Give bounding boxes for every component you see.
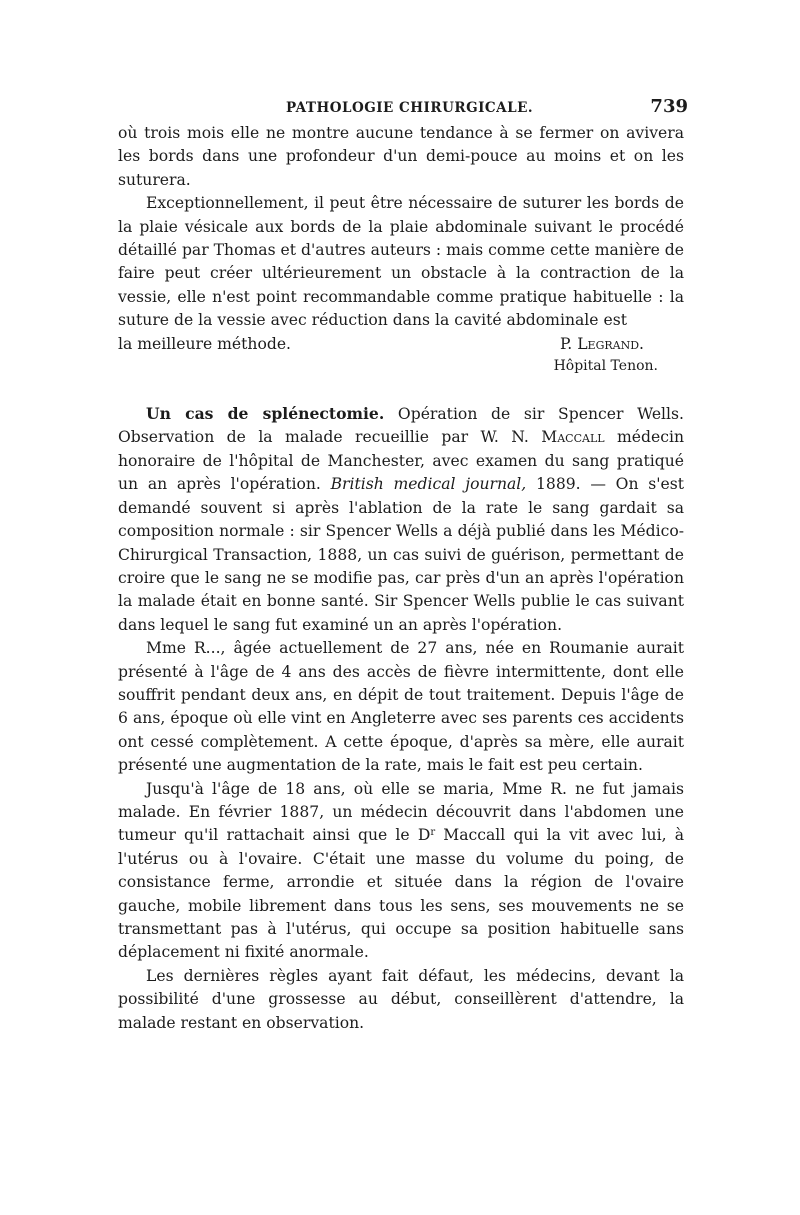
paragraph-text: Jusqu'à l'âge de 18 ans, où elle se maria, Mme R. ne fut jamais malade. En février 1887, un médecin découvrit dans l'abdomen une tumeur qu'il rattachait ainsi que le D xyxy=(118,779,684,845)
intro-text: Opération de sir Spencer Wells. Observation de la malade recueillie par W. N. xyxy=(118,405,684,447)
page-header xyxy=(118,96,688,122)
superscript: r xyxy=(430,827,436,839)
paragraph: Mme R..., âgée actuellement de 27 ans, née en Roumanie aurait présenté à l'âge de 4 ans des accès de fièvre intermittente, dont elle souffrit pendant deux ans, en dépit de tout traitement. Depuis l'âge de 6 ans, époque où elle vint en Angleterre avec ses parents ces accidents ont cessé complètement. A cette époque, d'après sa mère, elle aurait présenté une augmentation de la rate, mais le fait est peu certain. xyxy=(118,639,684,775)
paragraph: Exceptionnellement, il peut être nécessaire de suturer les bords de la plaie vésicale aux bords de la plaie abdominale suivant le procédé détaillé par Thomas et d'autres auteurs : mais comme cette manière de faire peut créer ultérieurement un obstacle à la contraction de la vessie, elle n'est point recommandable comme pratique habituelle : la suture de la vessie avec réduction dans la cavité abdominale est xyxy=(118,194,684,330)
intro-text: 1889. — On s'est demandé souvent si après l'ablation de la rate le sang gardait sa composition normale : sir Spencer Wells a déjà publié dans les Médico-Chirurgical Transaction, 1888, un cas suivi de guérison, permettant de croire que le sang ne se modifie pas, car près d'un an après l'opération la malade était en bonne santé. Sir Spencer Wells publie le cas suivant dans lequel le sang fut examiné un an après l'opération. xyxy=(118,475,685,634)
book-page xyxy=(118,96,688,1035)
section-separator xyxy=(118,376,684,402)
article-intro xyxy=(118,402,684,637)
journal-title: British medical journal, xyxy=(330,475,527,494)
page-number: 739 xyxy=(650,96,688,117)
intro-text: médecin honoraire de l'hôpital de Manchester, avec examen du sang pratiqué un an après l'opération. xyxy=(118,428,684,494)
running-head: PATHOLOGIE CHIRURGICALE. xyxy=(286,100,534,116)
author-name: Maccall xyxy=(541,428,605,447)
paragraph: où trois mois elle ne montre aucune tendance à se fermer on avivera les bords dans une profondeur d'un demi-pouce au moins et on les suturera. xyxy=(118,124,684,189)
paragraph xyxy=(118,778,684,965)
paragraph-text: Maccall qui la vit avec lui, à l'utérus ou à l'ovaire. C'était une masse du volume du poing, de consistance ferme, arrondie et située dans la région de l'ovaire gauche, mobile librement dans tous les sens, ses mouvements ne se transmettant pas à l'utérus, qui occupe sa position habituelle sans déplacement ni fixité anormale. xyxy=(118,826,684,962)
paragraph: Les dernières règles ayant fait défaut, les médecins, devant la possibilité d'une grossesse au début, conseillèrent d'attendre, la malade restant en observation. xyxy=(118,966,684,1032)
author-signature: P. Legrand. xyxy=(559,334,644,353)
signature-line xyxy=(118,333,684,356)
closing-text: la meilleure méthode. xyxy=(118,334,292,353)
article-title: Un cas de splénectomie. xyxy=(146,404,385,424)
author-affiliation: Hôpital Tenon. xyxy=(553,358,658,375)
